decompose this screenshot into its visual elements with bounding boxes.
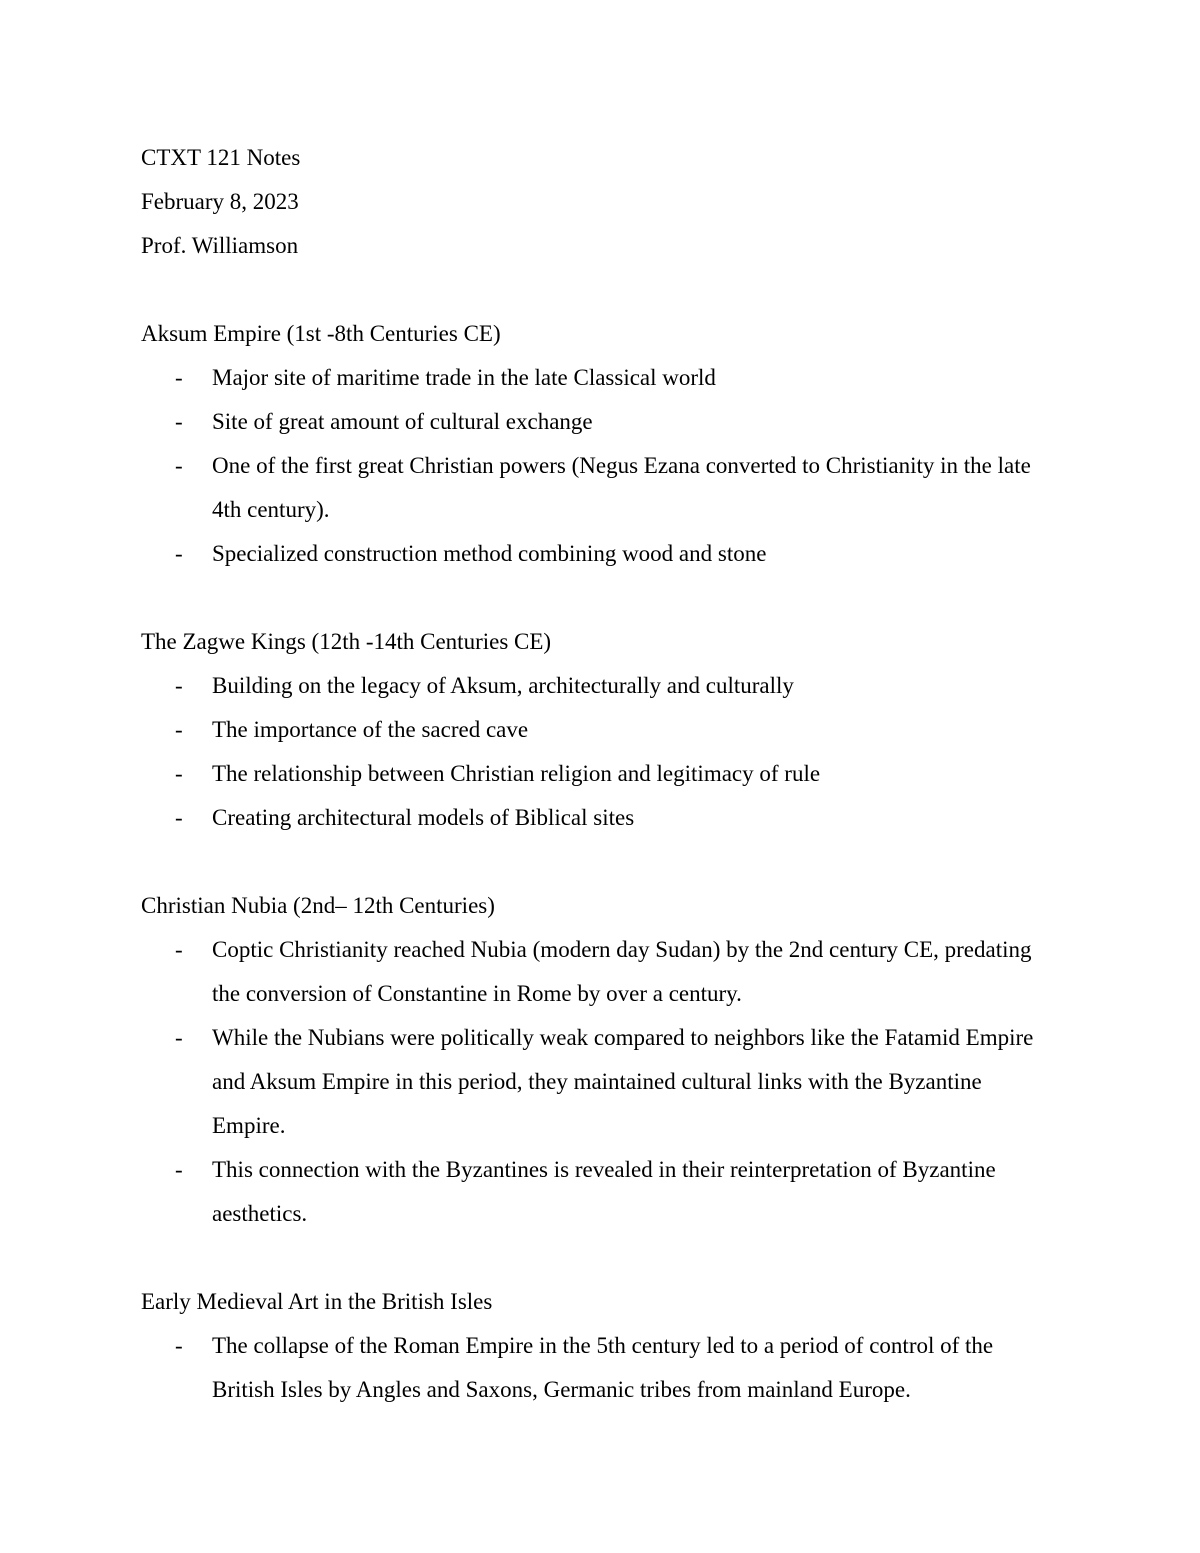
section-title: The Zagwe Kings (12th -14th Centuries CE) xyxy=(141,629,552,654)
list-item-text: This connection with the Byzantines is revealed in their reinterpretation of Byzantine aesthetics. xyxy=(212,1157,996,1226)
bullet-dash: - xyxy=(175,673,183,698)
list-item-text: Site of great amount of cultural exchange xyxy=(212,409,593,434)
bullet-list xyxy=(141,664,1061,840)
bullet-dash: - xyxy=(175,937,183,962)
list-item xyxy=(141,1016,1061,1148)
section-title: Early Medieval Art in the British Isles xyxy=(141,1289,493,1314)
list-item-text: Building on the legacy of Aksum, architecturally and culturally xyxy=(212,673,794,698)
spacer xyxy=(141,840,1061,884)
list-item xyxy=(141,532,1061,576)
bullet-dash: - xyxy=(175,453,183,478)
bullet-list xyxy=(141,1324,1061,1412)
list-item-text: Specialized construction method combining wood and stone xyxy=(212,541,767,566)
spacer xyxy=(141,268,1061,312)
spacer xyxy=(141,1236,1061,1280)
list-item-text: The collapse of the Roman Empire in the 5th century led to a period of control of the British Isles by Angles and Saxons, Germanic tribes from mainland Europe. xyxy=(212,1333,994,1402)
course-title: CTXT 121 Notes xyxy=(141,145,301,170)
list-item xyxy=(141,664,1061,708)
list-item-text: Creating architectural models of Biblical sites xyxy=(212,805,635,830)
list-item-text: The relationship between Christian religion and legitimacy of rule xyxy=(212,761,821,786)
section-british-isles xyxy=(141,1280,1061,1412)
bullet-list xyxy=(141,356,1061,576)
list-item xyxy=(141,708,1061,752)
list-item xyxy=(141,356,1061,400)
bullet-dash: - xyxy=(175,805,183,830)
bullet-dash: - xyxy=(175,1157,183,1182)
section-title: Christian Nubia (2nd– 12th Centuries) xyxy=(141,893,495,918)
spacer xyxy=(141,576,1061,620)
bullet-dash: - xyxy=(175,365,183,390)
list-item-text: One of the first great Christian powers (Negus Ezana converted to Christianity in the late 4th century). xyxy=(212,453,1031,522)
professor-name: Prof. Williamson xyxy=(141,233,299,258)
section-zagwe xyxy=(141,620,1061,840)
note-date: February 8, 2023 xyxy=(141,189,299,214)
list-item xyxy=(141,444,1061,532)
bullet-list xyxy=(141,928,1061,1236)
section-nubia xyxy=(141,884,1061,1236)
bullet-dash: - xyxy=(175,1025,183,1050)
section-aksum xyxy=(141,312,1061,576)
bullet-dash: - xyxy=(175,761,183,786)
list-item xyxy=(141,1148,1061,1236)
list-item xyxy=(141,796,1061,840)
document-body xyxy=(141,136,1061,1412)
bullet-dash: - xyxy=(175,409,183,434)
list-item-text: While the Nubians were politically weak compared to neighbors like the Fatamid Empire and Aksum Empire in this period, they maintained cultural links with the Byzantine Empire. xyxy=(212,1025,1034,1138)
list-item xyxy=(141,928,1061,1016)
bullet-dash: - xyxy=(175,541,183,566)
list-item xyxy=(141,1324,1061,1412)
list-item xyxy=(141,752,1061,796)
section-title: Aksum Empire (1st -8th Centuries CE) xyxy=(141,321,501,346)
bullet-dash: - xyxy=(175,717,183,742)
list-item xyxy=(141,400,1061,444)
list-item-text: Major site of maritime trade in the late Classical world xyxy=(212,365,716,390)
list-item-text: The importance of the sacred cave xyxy=(212,717,529,742)
bullet-dash: - xyxy=(175,1333,183,1358)
list-item-text: Coptic Christianity reached Nubia (modern day Sudan) by the 2nd century CE, predating the conversion of Constantine in Rome by over a century. xyxy=(212,937,1032,1006)
